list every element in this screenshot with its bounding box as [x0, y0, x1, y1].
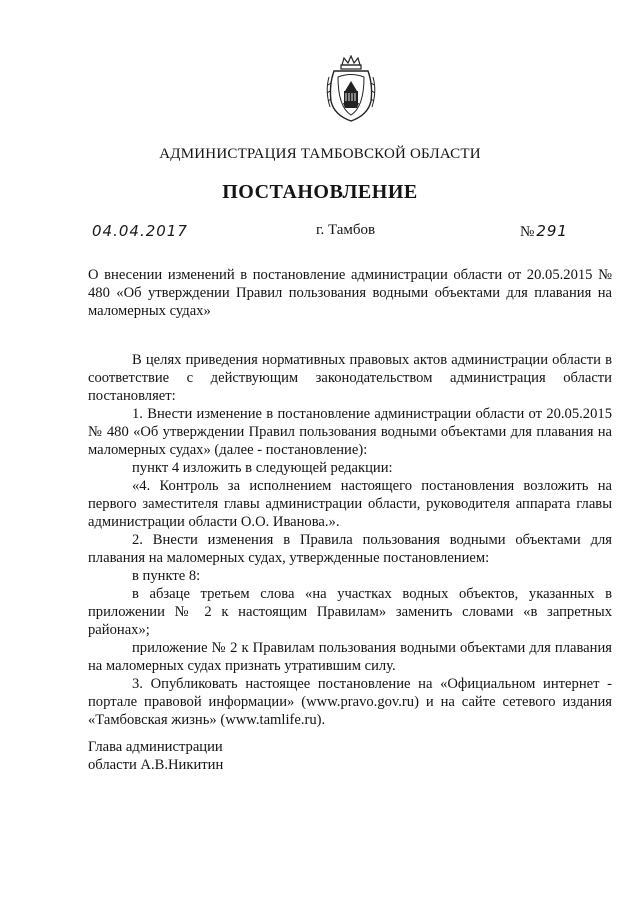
body-paragraph: приложение № 2 к Правилам пользования водными объектами для плавания на маломерных судах признать утратившим силу. [88, 640, 612, 674]
body-paragraph: в абзаце третьем слова «на участках водных объектов, указанных в приложении № 2 к настоящим Правилам» заменить словами «в запретных районах»; [88, 586, 612, 638]
document-number [520, 222, 568, 241]
body-paragraph: 3. Опубликовать настоящее постановление на «Официальном интернет - портале правовой информации» (www.pravo.gov.ru) и на сайте сетевого издания «Тамбовская жизнь» (www.tamlife.ru). [88, 676, 612, 728]
document-subject: О внесении изменений в постановление администрации области от 20.05.2015 № 480 «Об утверждении Правил пользования водными объектами для плавания на маломерных судах» [88, 267, 612, 319]
number-value: 291 [536, 222, 568, 240]
document-date: 04.04.2017 [92, 222, 188, 240]
body-paragraph: «4. Контроль за исполнением настоящего постановления возложить на первого заместителя главы администрации области, руководителя аппарата главы администрации области О.О. Иванова.». [88, 478, 612, 530]
signature-title: Глава администрации [88, 739, 223, 755]
body-paragraph: 1. Внести изменение в постановление администрации области от 20.05.2015 № 480 «Об утверждении Правил пользования водными объектами для плавания на маломерных судах» (далее - постановление): [88, 406, 612, 458]
organization-name: АДМИНИСТРАЦИЯ ТАМБОВСКОЙ ОБЛАСТИ [159, 146, 481, 162]
body-paragraph: 2. Внести изменения в Правила пользования водными объектами для плавания на маломерных судах, утвержденные постановлением: [88, 532, 612, 566]
body-paragraph: пункт 4 изложить в следующей редакции: [132, 460, 393, 476]
body-paragraph: в пункте 8: [132, 568, 201, 584]
tambov-coat-of-arms-icon [324, 55, 378, 123]
number-prefix: № [520, 224, 535, 240]
document-city: г. Тамбов [316, 222, 376, 238]
document-body [88, 351, 612, 729]
body-paragraph: В целях приведения нормативных правовых актов администрации области в соответствие с действующим законодательством администрация области постановляет: [88, 352, 612, 404]
document-type-title: ПОСТАНОВЛЕНИЕ [222, 181, 418, 203]
signature-name: области А.В.Никитин [88, 757, 224, 773]
signature-block [88, 738, 223, 774]
